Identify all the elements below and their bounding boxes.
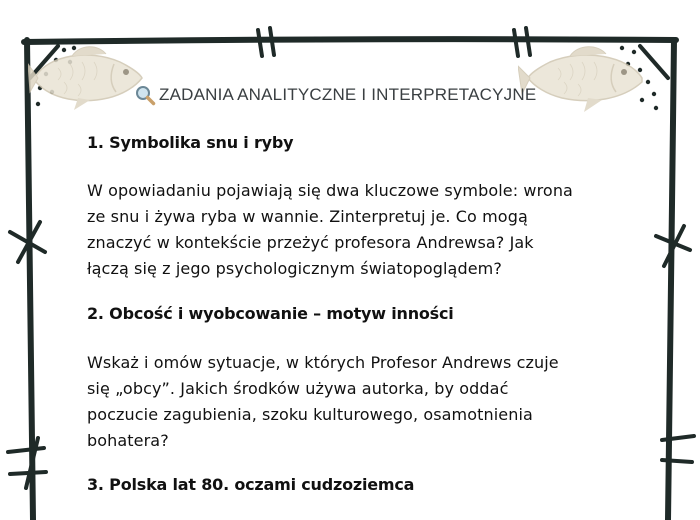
task-title: 1. Symbolika snu i ryby — [87, 133, 294, 152]
task-description — [87, 178, 627, 282]
search-icon — [134, 84, 156, 106]
text-line: ze snu i żywa ryba w wannie. Zinterpretuj je. Co mogą — [87, 207, 528, 226]
task-description — [87, 350, 627, 454]
text-line: się „obcy”. Jakich środków używa autorka, by oddać — [87, 379, 509, 398]
text-line: znaczyć w kontekście przeżyć profesora Andrewsa? Jak — [87, 233, 534, 252]
task-title: 2. Obcość i wyobcowanie – motyw inności — [87, 304, 454, 323]
text-line: W opowiadaniu pojawiają się dwa kluczowe symbole: wrona — [87, 181, 573, 200]
slide-header — [134, 82, 536, 108]
text-line: Wskaż i omów sytuacje, w których Profesor Andrews czuje — [87, 353, 559, 372]
text-line: bohatera? — [87, 431, 169, 450]
text-line: poczucie zagubienia, szoku kulturowego, osamotnienia — [87, 405, 533, 424]
fish-icon — [28, 42, 148, 114]
text-line: łączą się z jego psychologicznym światopoglądem? — [87, 259, 502, 278]
task-title: 3. Polska lat 80. oczami cudzoziemca — [87, 475, 415, 494]
fish-icon — [518, 40, 648, 116]
page-title: ZADANIA ANALITYCZNE I INTERPRETACYJNE — [159, 85, 537, 104]
